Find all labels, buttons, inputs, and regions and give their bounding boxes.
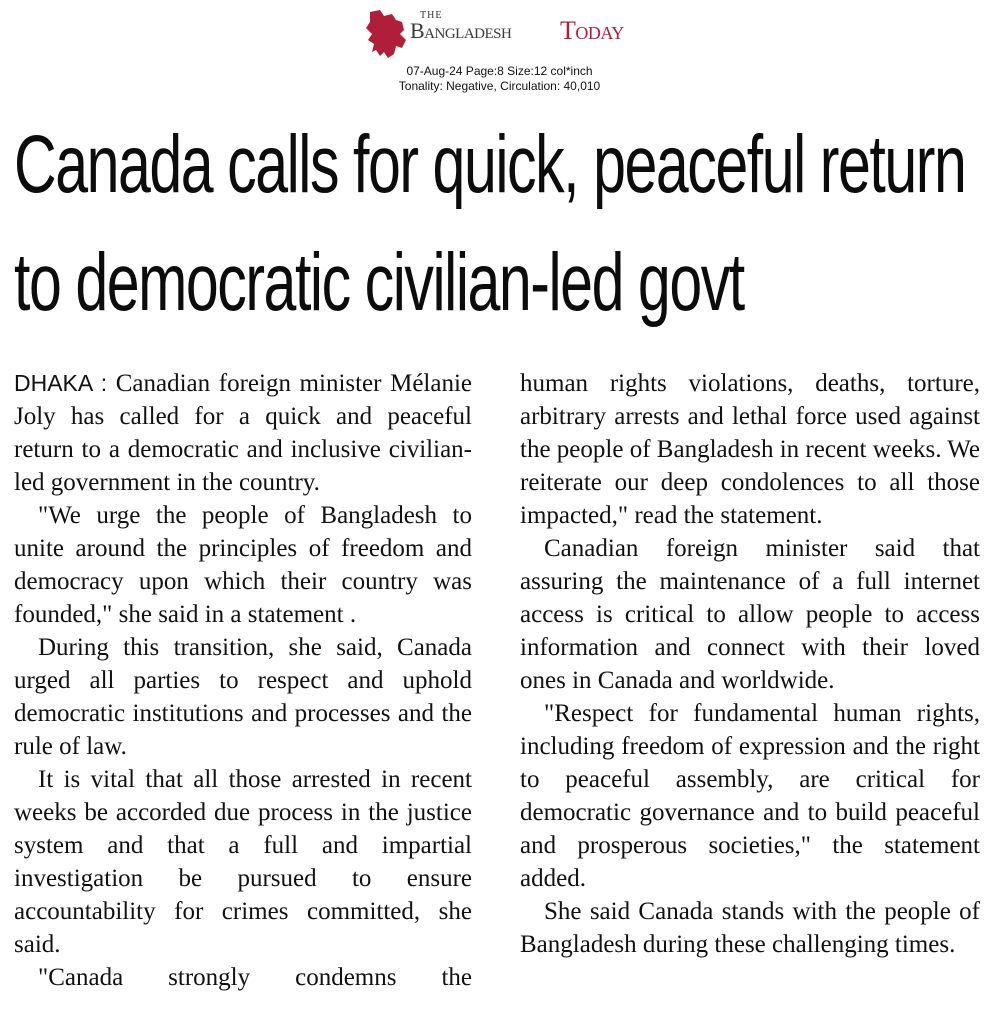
article-paragraph: During this transition, she said, Canada urged all parties to respect and uphold democratic institutions and processes and the rule of law. — [14, 634, 472, 760]
paragraph-text: Canadian foreign minister Mélanie Joly has called for a quick and peaceful return to a democratic and inclusive civilian-led government in the country. — [14, 370, 472, 496]
clip-meta-line-1: 07-Aug-24 Page:8 Size:12 col*inch — [406, 64, 593, 78]
article-column-left — [14, 367, 472, 994]
headline-line-1: Canada calls for quick, peaceful return — [14, 119, 966, 210]
article-paragraph: "We urge the people of Bangladesh to unite around the principles of freedom and democracy upon which their country was founded," she said in a statement . — [14, 502, 472, 628]
headline-line-2: to democratic civilian-led govt — [14, 237, 744, 328]
article-paragraph: Canadian foreign minister said that assuring the maintenance of a full internet access is critical to allow people to access information and connect with their loved ones in Canada and worldwide. — [520, 535, 980, 694]
article-paragraph: "Respect for fundamental human rights, including freedom of expression and the right to peaceful assembly, are critical for democratic governance and to build peaceful and prosperous societies," the statement added. — [520, 700, 980, 892]
dateline: DHAKA : — [14, 370, 108, 396]
article-paragraph: human rights violations, deaths, torture, arbitrary arrests and lethal force used against the people of Bangladesh in recent weeks. We reiterate our deep condolences to all those impacted," read the statement. — [520, 370, 980, 529]
brand-the: THE — [420, 10, 443, 21]
article-paragraph: It is vital that all those arrested in recent weeks be accorded due process in the justice system and that a full and impartial investigation be pursued to ensure accountability for crimes committed, she said. — [14, 766, 472, 958]
article-paragraph: She said Canada stands with the people of Bangladesh during these challenging times. — [520, 898, 980, 958]
clip-meta-line-2: Tonality: Negative, Circulation: 40,010 — [398, 79, 601, 93]
article-paragraph — [14, 367, 472, 499]
article-column-right — [520, 367, 980, 961]
article-paragraph: "Canada strongly condemns the — [38, 964, 472, 991]
masthead — [362, 6, 642, 58]
brand-name-accent: Today — [560, 16, 624, 45]
brand-name-main: Bangladesh — [410, 18, 512, 43]
bangladesh-map-icon — [362, 8, 408, 60]
article-headline — [14, 106, 966, 342]
